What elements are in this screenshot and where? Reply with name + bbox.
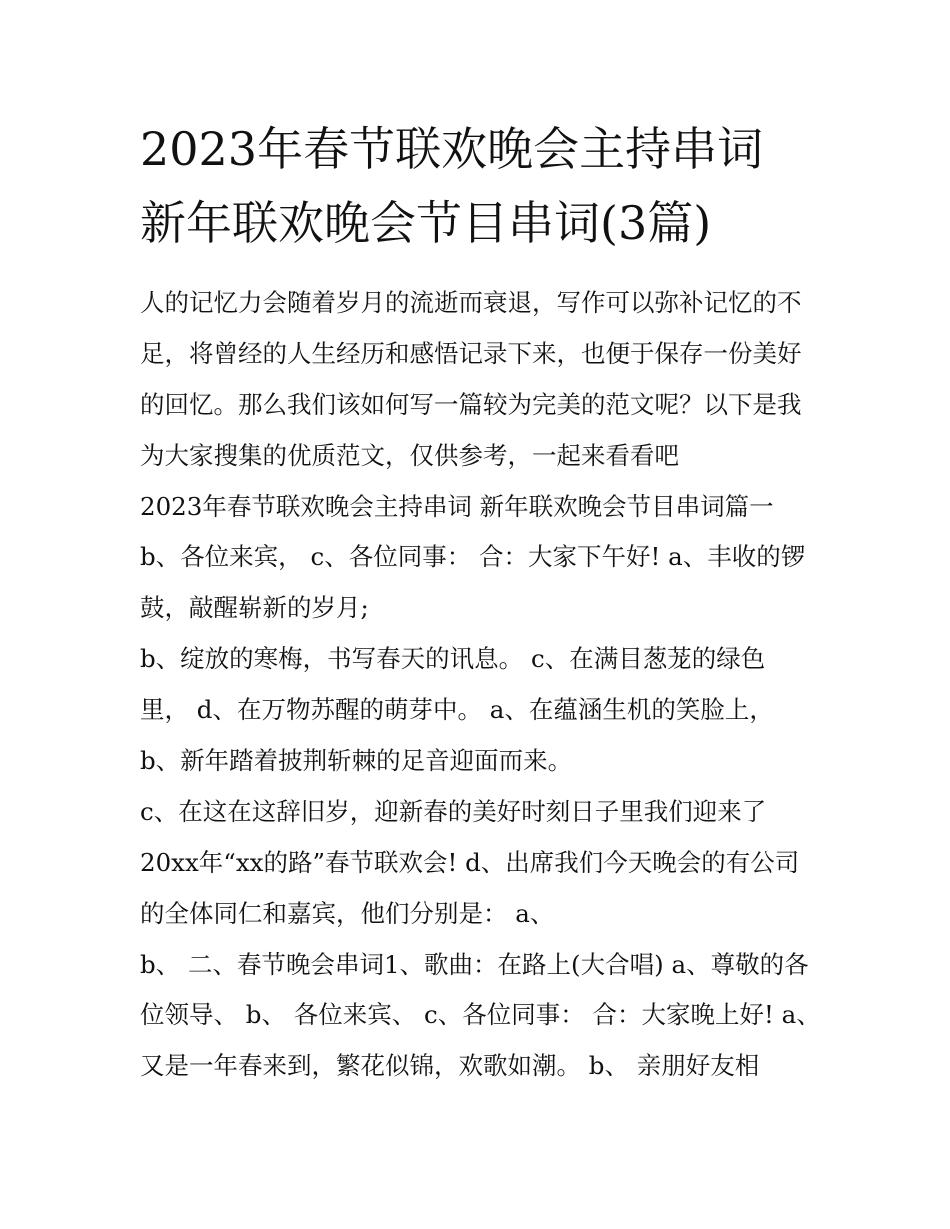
document-title: [140, 112, 840, 260]
body-line: 的回忆。那么我们该如何写一篇较为完美的范文呢？以下是我: [140, 389, 802, 419]
body-line: 位领导、 b、 各位来宾、 c、各位同事： 合：大家晚上好! a、: [140, 1000, 821, 1030]
section-heading-line: 2023年春节联欢晚会主持串词 新年联欢晚会节目串词篇一: [140, 491, 774, 521]
body-line: b、各位来宾， c、各位同事： 合：大家下午好! a、丰收的锣: [140, 542, 806, 572]
body-line: 的全体同仁和嘉宾，他们分别是： a、: [140, 898, 555, 928]
title-line-2: 新年联欢晚会节目串词(3篇): [140, 196, 712, 250]
body-line: 里， d、在万物苏醒的萌芽中。 a、在蕴涵生机的笑脸上，: [140, 695, 774, 725]
body-line: 人的记忆力会随着岁月的流逝而衰退，写作可以弥补记忆的不: [140, 288, 802, 317]
body-line: c、在这在这辞旧岁，迎新春的美好时刻日子里我们迎来了: [140, 796, 767, 826]
body-line: 20xx年“xx的路”春节联欢会! d、出席我们今天晚会的有公司: [140, 847, 800, 877]
document-body: [140, 278, 840, 1092]
body-line: 鼓，敲醒崭新的岁月;: [140, 593, 369, 623]
body-line: b、新年踏着披荆斩棘的足音迎面而来。: [140, 746, 573, 776]
body-line: 为大家搜集的优质范文，仅供参考，一起来看看吧: [140, 440, 679, 470]
title-line-1: 2023年春节联欢晚会主持串词: [140, 122, 764, 176]
body-line: 又是一年春来到，繁花似锦，欢歌如潮。 b、 亲朋好友相: [140, 1051, 760, 1081]
body-line: b、绽放的寒梅，书写春天的讯息。 c、在满目葱茏的绿色: [140, 644, 766, 674]
body-line: 足，将曾经的人生经历和感悟记录下来，也便于保存一份美好: [140, 338, 802, 368]
body-line: b、 二、春节晚会串词1、歌曲：在路上(大合唱) a、尊敬的各: [140, 949, 809, 979]
